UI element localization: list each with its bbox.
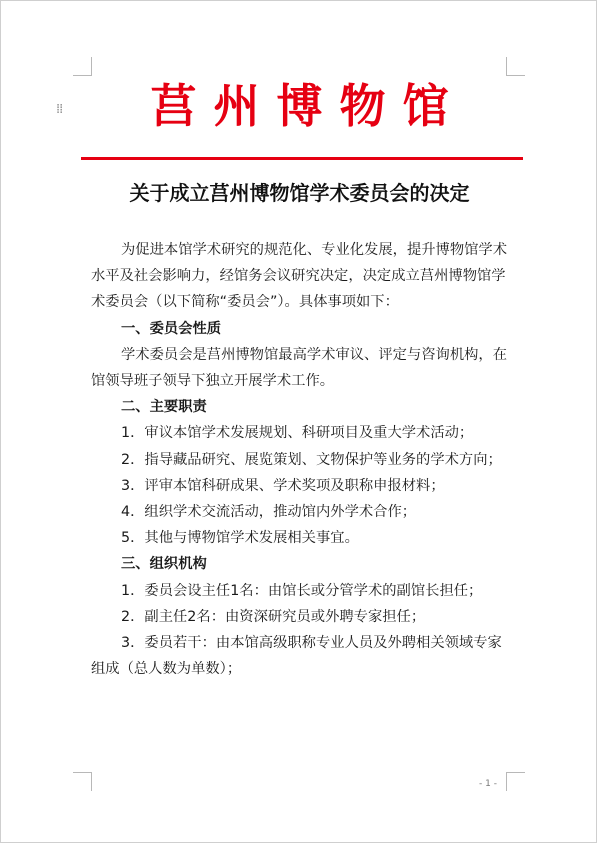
- crop-mark-bottom-left: [73, 772, 92, 791]
- document-title: 关于成立莒州博物馆学术委员会的决定: [129, 181, 470, 205]
- list-item: 5．其他与博物馆学术发展相关事宜。: [121, 530, 359, 547]
- drag-handle-icon[interactable]: ⁞⁞: [56, 102, 63, 117]
- list-item: 1．委员会设主任1名：由馆长或分管学术的副馆长担任；: [121, 582, 483, 599]
- list-item: 4．组织学术交流活动，推动馆内外学术合作；: [121, 504, 417, 521]
- masthead-title: 莒州博物馆: [150, 79, 466, 133]
- list-item: 1．审议本馆学术发展规划、科研项目及重大学术活动；: [121, 425, 474, 442]
- list-item: 2．副主任2名：由资深研究员或外聘专家担任；: [121, 608, 426, 625]
- section-paragraph: 学术委员会是莒州博物馆最高学术审议、评定与咨询机构，在馆领导班子领导下独立开展学术工作。: [91, 346, 508, 390]
- page-number: - 1 -: [479, 779, 497, 789]
- intro-paragraph: 为促进本馆学术研究的规范化、专业化发展，提升博物馆学术水平及社会影响力，经馆务会议研究决定，决定成立莒州博物馆学术委员会（以下简称“委员会”）。具体事项如下：: [91, 242, 508, 311]
- list-item: 2．指导藏品研究、展览策划、文物保护等业务的学术方向；: [121, 451, 502, 468]
- masthead-divider: [81, 157, 523, 160]
- list-item: 3．委员若干：由本馆高级职称专业人员及外聘相关领域专家组成（总人数为单数）；: [91, 635, 502, 678]
- crop-mark-top-right: [506, 57, 525, 76]
- document-body: [91, 237, 513, 682]
- section-heading: 一、委员会性质: [121, 320, 222, 337]
- section-heading: 三、组织机构: [121, 556, 207, 573]
- crop-mark-top-left: [73, 57, 92, 76]
- section-heading: 二、主要职责: [121, 399, 207, 416]
- crop-mark-bottom-right: [506, 772, 525, 791]
- list-item: 3．评审本馆科研成果、学术奖项及职称申报材料；: [121, 477, 445, 494]
